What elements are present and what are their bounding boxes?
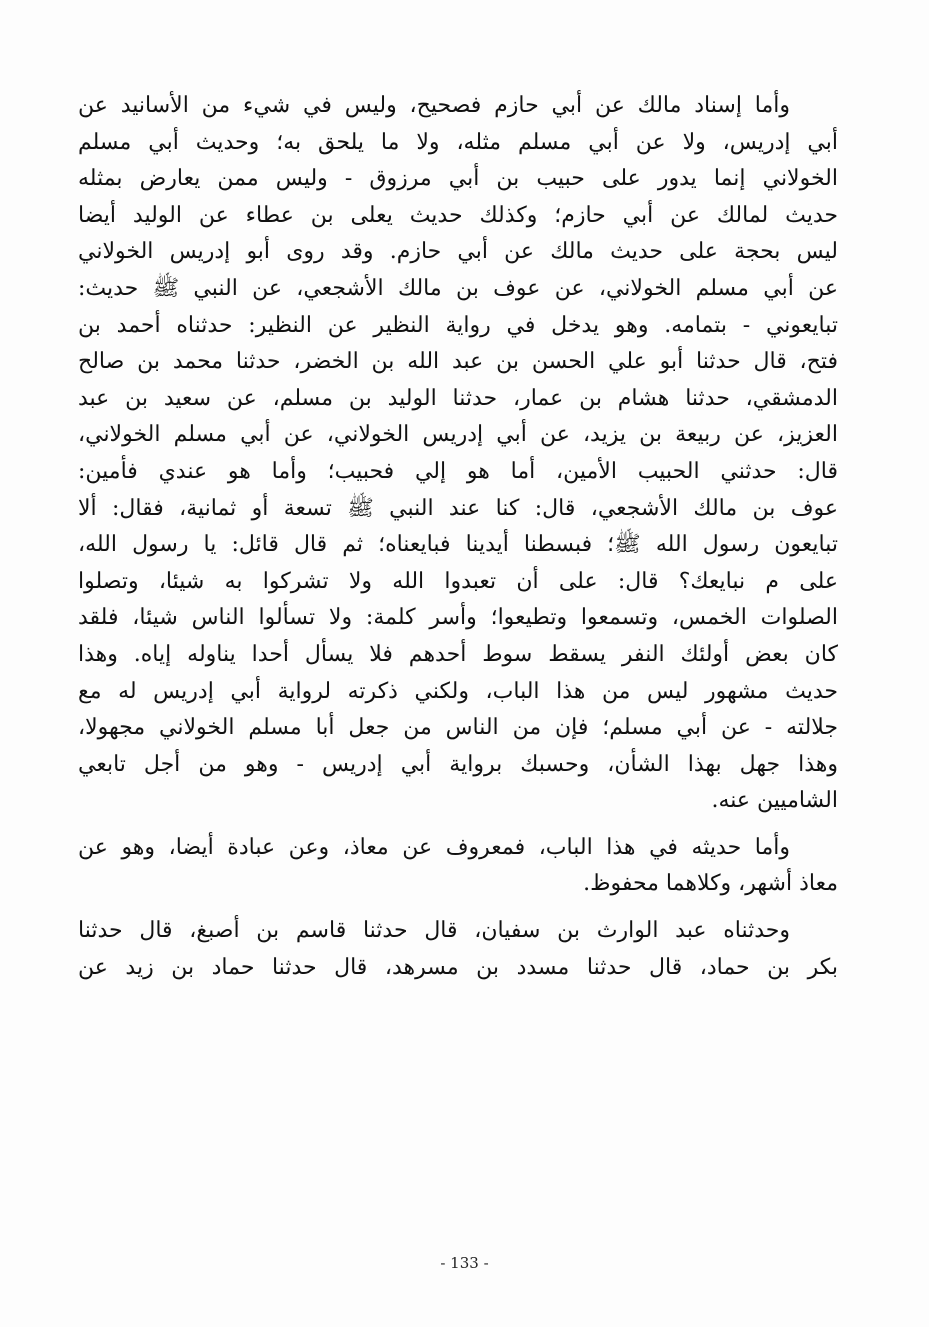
text-line: حديث لمالك عن أبي حازم؛ وكذلك حديث يعلى بن عطاء عن الوليد أيضا [78,202,838,228]
text-line: حديث مشهور ليس من هذا الباب، ولكني ذكرته لرواية أبي إدريس له مع [78,678,838,704]
text-line: وحدثناه عبد الوارث بن سفيان، قال حدثنا قاسم بن أصبغ، قال حدثنا [78,918,790,944]
paragraph-3 [78,913,838,986]
text-line: تبايعوني - بتمامه. وهو يدخل في رواية النظير عن النظير: حدثناه أحمد بن [78,312,838,338]
paragraph-2 [78,830,838,903]
text-line: جلالته - عن أبي مسلم؛ فإن من الناس من جعل أبا مسلم الخولاني مجهولا، [78,715,838,741]
text-line: الخولاني إنما يدور على حبيب بن أبي مرزوق - وليس ممن يعارض بمثله [78,166,838,192]
text-line: عن أبي مسلم الخولاني، عن عوف بن مالك الأشجعي، عن النبي ﷺ حديث: [78,275,838,301]
text-line: وأما إسناد مالك عن أبي حازم فصحيح، وليس في شيء من الأسانيد عن [78,93,790,118]
text-line: على م نبايعك؟ قال: على أن تعبدوا الله ولا تشركوا به شيئا، وتصلوا [78,568,838,594]
text-line: وأما حديثه في هذا الباب، فمعروف عن معاذ، وعن عبادة أيضا، وهو عن [78,834,790,860]
text-line: بكر بن حماد، قال حدثنا مسدد بن مسرهد، قال حدثنا حماد بن زيد عن [78,954,838,980]
text-line: فتح، قال حدثنا أبو علي الحسن بن عبد الله بن الخضر، حدثنا محمد بن صالح [78,349,838,375]
text-line: العزيز، عن ربيعة بن يزيد، عن أبي إدريس الخولاني، عن أبي مسلم الخولاني، [78,422,838,448]
text-line: كان بعض أولئك النفر يسقط سوط أحدهم فلا يسأل أحدا يناوله إياه. وهذا [78,641,838,667]
text-line: الدمشقي، حدثنا هشام بن عمار، حدثنا الوليد بن مسلم، عن سعيد بن عبد [78,385,838,411]
text-line: وهذا جهل بهذا الشأن، وحسبك برواية أبي إدريس - وهو من أجل تابعي [78,751,838,777]
text-line: قال: حدثني الحبيب الأمين، أما هو إلي فحبيب؛ وأما هو عندي فأمين: [78,458,838,484]
page-number: - 133 - [440,1254,489,1272]
body-text [78,88,838,986]
paragraph-1 [78,88,838,820]
text-line: عوف بن مالك الأشجعي، قال: كنا عند النبي ﷺ تسعة أو ثمانية، فقال: ألا [78,495,838,521]
text-line: تبايعون رسول الله ﷺ؛ فبسطنا أيدينا فبايعناه؛ ثم قال قائل: يا رسول الله، [78,532,838,558]
text-line: معاذ أشهر، وكلاهما محفوظ. [583,871,838,897]
text-line: أبي إدريس، ولا عن أبي مسلم مثله، ولا ما يلحق به؛ وحديث أبي مسلم [78,129,838,155]
text-line: ليس بحجة على حديث مالك عن أبي حازم. وقد روى أبو إدريس الخولاني [78,239,838,265]
text-line: الشاميين عنه. [711,788,838,814]
text-line: الصلوات الخمس، وتسمعوا وتطيعوا؛ وأسر كلمة: ولا تسألوا الناس شيئا، فلقد [78,605,838,631]
